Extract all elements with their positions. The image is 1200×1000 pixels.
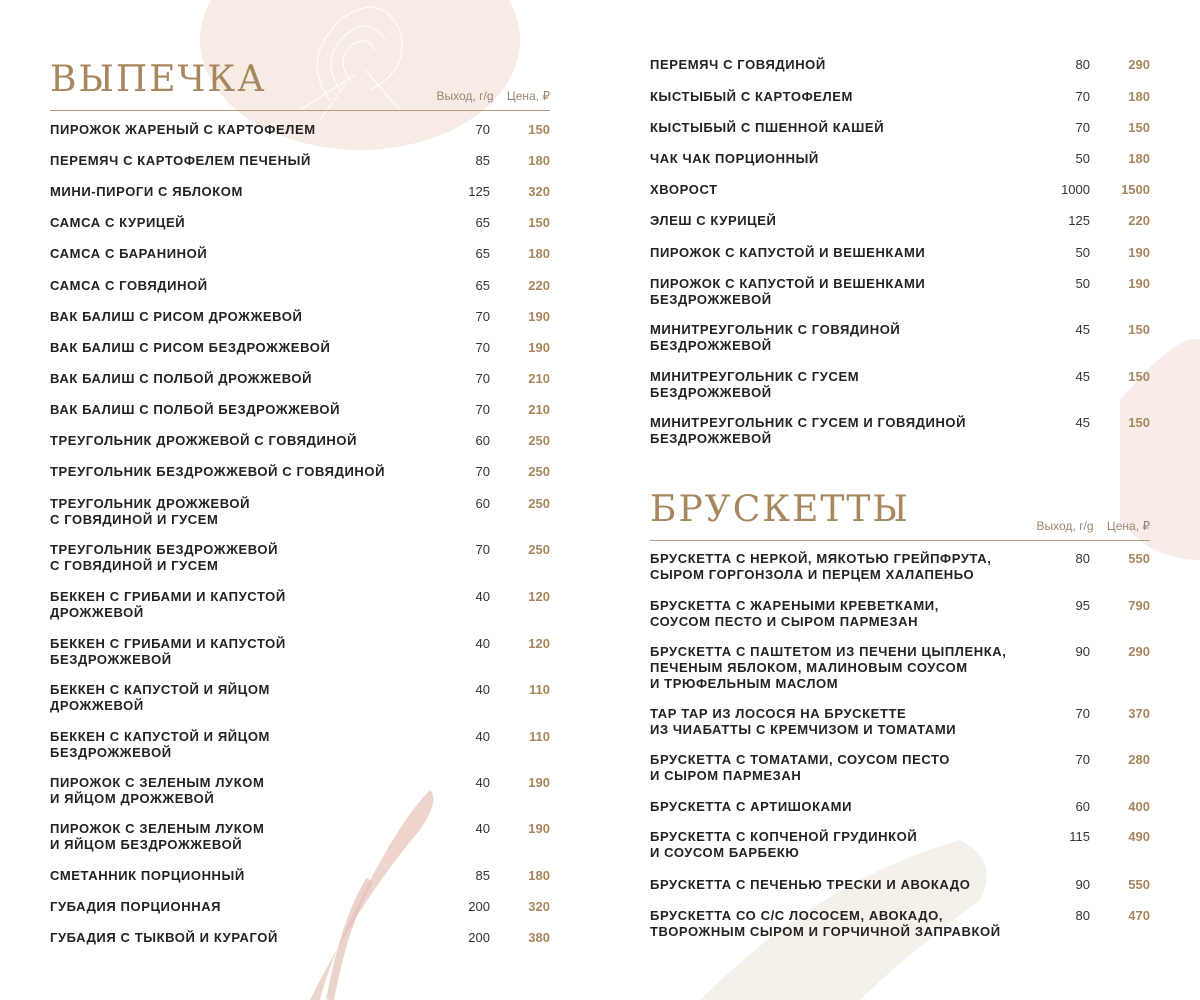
menu-item-name: ТРЕУГОЛЬНИК ДРОЖЖЕВОЙ С ГОВЯДИНОЙ И ГУСЕМ: [50, 496, 251, 527]
menu-item-price: 550: [1128, 551, 1150, 566]
menu-item-name: ВАК БАЛИШ С ПОЛБОЙ ДРОЖЖЕВОЙ: [50, 371, 313, 386]
menu-item-name: ТРЕУГОЛЬНИК БЕЗДРОЖЖЕВОЙ С ГОВЯДИНОЙ И ГУСЕМ: [50, 542, 279, 573]
menu-item-weight: 200: [468, 930, 490, 945]
weight-column-header: Выход, г/g: [1036, 519, 1094, 533]
menu-item-price: 180: [528, 246, 550, 261]
menu-item-price: 120: [528, 636, 550, 651]
menu-item-weight: 80: [1075, 57, 1090, 72]
menu-item-weight: 90: [1075, 877, 1090, 892]
price-column-header: Цена, ₽: [506, 89, 550, 103]
menu-item-name: ТРЕУГОЛЬНИК ДРОЖЖЕВОЙ С ГОВЯДИНОЙ: [50, 433, 358, 448]
menu-item-name: СМЕТАННИК ПОРЦИОННЫЙ: [50, 868, 245, 883]
menu-item-price: 380: [528, 930, 550, 945]
menu-item-price: 190: [1128, 276, 1150, 291]
bruschetta-section-header: [650, 486, 1150, 541]
menu-item-weight: 80: [1075, 551, 1090, 566]
menu-item-price: 280: [1128, 752, 1150, 767]
menu-item-name: ПИРОЖОК С КАПУСТОЙ И ВЕШЕНКАМИ БЕЗДРОЖЖЕВОЙ: [650, 276, 926, 307]
menu-item-weight: 60: [1075, 799, 1090, 814]
menu-item-name: БРУСКЕТТА С ТОМАТАМИ, СОУСОМ ПЕСТО И СЫРОМ ПАРМЕЗАН: [650, 752, 950, 783]
menu-item-weight: 70: [1075, 752, 1090, 767]
menu-item-name: ВАК БАЛИШ С ПОЛБОЙ БЕЗДРОЖЖЕВОЙ: [50, 402, 341, 417]
menu-item-name: БРУСКЕТТА С АРТИШОКАМИ: [650, 799, 853, 814]
menu-item-name: МИНИТРЕУГОЛЬНИК С ГУСЕМ И ГОВЯДИНОЙ БЕЗДРОЖЖЕВОЙ: [650, 415, 967, 446]
menu-item-price: 250: [528, 542, 550, 557]
menu-item-weight: 65: [475, 246, 490, 261]
menu-item-weight: 70: [1075, 706, 1090, 721]
bakery-title: ВЫПЕЧКА: [50, 59, 267, 100]
menu-item-name: САМСА С БАРАНИНОЙ: [50, 246, 208, 261]
menu-item-price: 290: [1128, 57, 1150, 72]
menu-item-weight: 65: [475, 215, 490, 230]
menu-item-weight: 200: [468, 899, 490, 914]
menu-item-name: ГУБАДИЯ С ТЫКВОЙ И КУРАГОЙ: [50, 930, 278, 945]
menu-item-name: ТРЕУГОЛЬНИК БЕЗДРОЖЖЕВОЙ С ГОВЯДИНОЙ: [50, 464, 386, 479]
menu-item-price: 220: [528, 278, 550, 293]
menu-item-name: ПИРОЖОК ЖАРЕНЫЙ С КАРТОФЕЛЕМ: [50, 122, 316, 137]
menu-item-name: ПИРОЖОК С ЗЕЛЕНЫМ ЛУКОМ И ЯЙЦОМ ДРОЖЖЕВОЙ: [50, 775, 265, 806]
weight-column-header: Выход, г/g: [436, 89, 494, 103]
menu-item-weight: 45: [1075, 369, 1090, 384]
menu-item-weight: 50: [1075, 245, 1090, 260]
menu-item-weight: 85: [475, 153, 490, 168]
menu-item-weight: 70: [475, 542, 490, 557]
bruschetta-column-headers: [1027, 519, 1150, 533]
menu-item-price: 320: [528, 899, 550, 914]
menu-item-name: КЫСТЫБЫЙ С ПШЕННОЙ КАШЕЙ: [650, 120, 885, 135]
menu-item-name: БЕККЕН С ГРИБАМИ И КАПУСТОЙ БЕЗДРОЖЖЕВОЙ: [50, 636, 286, 667]
menu-item-weight: 80: [1075, 908, 1090, 923]
menu-item-price: 250: [528, 464, 550, 479]
menu-item-weight: 40: [475, 775, 490, 790]
menu-item-price: 1500: [1121, 182, 1150, 197]
menu-item-weight: 125: [468, 184, 490, 199]
menu-item-name: ЧАК ЧАК ПОРЦИОННЫЙ: [650, 151, 819, 166]
menu-item-weight: 70: [475, 464, 490, 479]
price-column-header: Цена, ₽: [1106, 519, 1150, 533]
menu-item-price: 150: [528, 122, 550, 137]
menu-item-name: ЭЛЕШ С КУРИЦЕЙ: [650, 213, 777, 228]
menu-item-name: БРУСКЕТТА С ЖАРЕНЫМИ КРЕВЕТКАМИ, СОУСОМ ПЕСТО И СЫРОМ ПАРМЕЗАН: [650, 598, 939, 629]
menu-item-price: 790: [1128, 598, 1150, 613]
menu-item-weight: 70: [475, 402, 490, 417]
menu-item-name: ХВОРОСТ: [650, 182, 718, 197]
menu-item-name: МИНИ-ПИРОГИ С ЯБЛОКОМ: [50, 184, 243, 199]
menu-item-weight: 125: [1068, 213, 1090, 228]
menu-item-name: САМСА С КУРИЦЕЙ: [50, 215, 186, 230]
menu-item-name: БРУСКЕТТА С КОПЧЕНОЙ ГРУДИНКОЙ И СОУСОМ БАРБЕКЮ: [650, 829, 918, 860]
menu-item-price: 150: [1128, 322, 1150, 337]
menu-item-weight: 70: [475, 309, 490, 324]
menu-item-weight: 45: [1075, 322, 1090, 337]
menu-item-name: ПИРОЖОК С ЗЕЛЕНЫМ ЛУКОМ И ЯЙЦОМ БЕЗДРОЖЖЕВОЙ: [50, 821, 265, 852]
menu-item-weight: 40: [475, 589, 490, 604]
menu-item-weight: 60: [475, 496, 490, 511]
menu-item-name: ГУБАДИЯ ПОРЦИОННАЯ: [50, 899, 222, 914]
menu-item-weight: 40: [475, 636, 490, 651]
menu-item-price: 400: [1128, 799, 1150, 814]
menu-item-name: БЕККЕН С КАПУСТОЙ И ЯЙЦОМ БЕЗДРОЖЖЕВОЙ: [50, 729, 270, 760]
menu-item-weight: 70: [475, 340, 490, 355]
menu-item-name: ПИРОЖОК С КАПУСТОЙ И ВЕШЕНКАМИ: [650, 245, 926, 260]
menu-item-name: БЕККЕН С ГРИБАМИ И КАПУСТОЙ ДРОЖЖЕВОЙ: [50, 589, 286, 620]
bakery-section-header: [50, 56, 550, 111]
bakery-column-headers: [427, 89, 550, 103]
menu-item-price: 250: [528, 433, 550, 448]
menu-item-price: 190: [528, 821, 550, 836]
menu-item-name: БРУСКЕТТА С ПАШТЕТОМ ИЗ ПЕЧЕНИ ЦЫПЛЕНКА, ПЕЧЕНЫМ ЯБЛОКОМ, МАЛИНОВЫМ СОУСОМ И ТРЮФЕЛЬНЫМ МАСЛОМ: [650, 644, 1007, 691]
menu-item-price: 150: [1128, 120, 1150, 135]
menu-item-name: БРУСКЕТТА С ПЕЧЕНЬЮ ТРЕСКИ И АВОКАДО: [650, 877, 971, 892]
menu-item-name: ВАК БАЛИШ С РИСОМ БЕЗДРОЖЖЕВОЙ: [50, 340, 331, 355]
menu-item-name: ПЕРЕМЯЧ С ГОВЯДИНОЙ: [650, 57, 826, 72]
menu-item-name: БРУСКЕТТА С НЕРКОЙ, МЯКОТЬЮ ГРЕЙПФРУТА, СЫРОМ ГОРГОНЗОЛА И ПЕРЦЕМ ХАЛАПЕНЬО: [650, 551, 992, 582]
menu-item-weight: 40: [475, 821, 490, 836]
menu-item-weight: 45: [1075, 415, 1090, 430]
menu-item-price: 190: [528, 340, 550, 355]
menu-item-weight: 60: [475, 433, 490, 448]
menu-item-name: МИНИТРЕУГОЛЬНИК С ГОВЯДИНОЙ БЕЗДРОЖЖЕВОЙ: [650, 322, 901, 353]
menu-item-price: 190: [528, 309, 550, 324]
menu-item-name: ТАР ТАР ИЗ ЛОСОСЯ НА БРУСКЕТТЕ ИЗ ЧИАБАТТЫ С КРЕМЧИЗОМ И ТОМАТАМИ: [650, 706, 957, 737]
menu-item-price: 190: [528, 775, 550, 790]
menu-item-name: КЫСТЫБЫЙ С КАРТОФЕЛЕМ: [650, 89, 853, 104]
menu-item-weight: 50: [1075, 276, 1090, 291]
menu-item-price: 180: [1128, 151, 1150, 166]
menu-item-weight: 50: [1075, 151, 1090, 166]
menu-item-price: 550: [1128, 877, 1150, 892]
menu-item-price: 180: [1128, 89, 1150, 104]
bruschetta-title: БРУСКЕТТЫ: [650, 489, 910, 530]
menu-item-weight: 70: [1075, 89, 1090, 104]
menu-item-price: 190: [1128, 245, 1150, 260]
menu-item-weight: 70: [475, 371, 490, 386]
menu-item-price: 110: [529, 729, 550, 744]
menu-item-weight: 40: [475, 682, 490, 697]
menu-item-price: 150: [1128, 369, 1150, 384]
menu-item-price: 250: [528, 496, 550, 511]
menu-item-price: 220: [1128, 213, 1150, 228]
menu-item-price: 210: [528, 371, 550, 386]
menu-item-name: САМСА С ГОВЯДИНОЙ: [50, 278, 208, 293]
menu-item-price: 180: [528, 153, 550, 168]
menu-item-price: 150: [1128, 415, 1150, 430]
menu-item-weight: 70: [475, 122, 490, 137]
menu-item-price: 120: [528, 589, 550, 604]
menu-item-name: ПЕРЕМЯЧ С КАРТОФЕЛЕМ ПЕЧЕНЫЙ: [50, 153, 311, 168]
menu-item-price: 470: [1128, 908, 1150, 923]
menu-item-price: 370: [1128, 706, 1150, 721]
menu-item-name: БЕККЕН С КАПУСТОЙ И ЯЙЦОМ ДРОЖЖЕВОЙ: [50, 682, 270, 713]
menu-item-price: 290: [1128, 644, 1150, 659]
menu-item-price: 150: [528, 215, 550, 230]
menu-item-weight: 65: [475, 278, 490, 293]
menu-item-weight: 95: [1075, 598, 1090, 613]
menu-item-price: 210: [528, 402, 550, 417]
menu-item-weight: 115: [1069, 829, 1090, 844]
menu-item-name: БРУСКЕТТА СО С/С ЛОСОСЕМ, АВОКАДО, ТВОРОЖНЫМ СЫРОМ И ГОРЧИЧНОЙ ЗАПРАВКОЙ: [650, 908, 1001, 939]
menu-item-price: 490: [1128, 829, 1150, 844]
menu-item-name: МИНИТРЕУГОЛЬНИК С ГУСЕМ БЕЗДРОЖЖЕВОЙ: [650, 369, 860, 400]
menu-item-weight: 70: [1075, 120, 1090, 135]
menu-item-weight: 90: [1075, 644, 1090, 659]
menu-item-weight: 40: [475, 729, 490, 744]
menu-item-price: 320: [528, 184, 550, 199]
menu-item-name: ВАК БАЛИШ С РИСОМ ДРОЖЖЕВОЙ: [50, 309, 303, 324]
menu-item-weight: 1000: [1061, 182, 1090, 197]
menu-item-price: 110: [529, 682, 550, 697]
menu-item-price: 180: [528, 868, 550, 883]
menu-item-weight: 85: [475, 868, 490, 883]
